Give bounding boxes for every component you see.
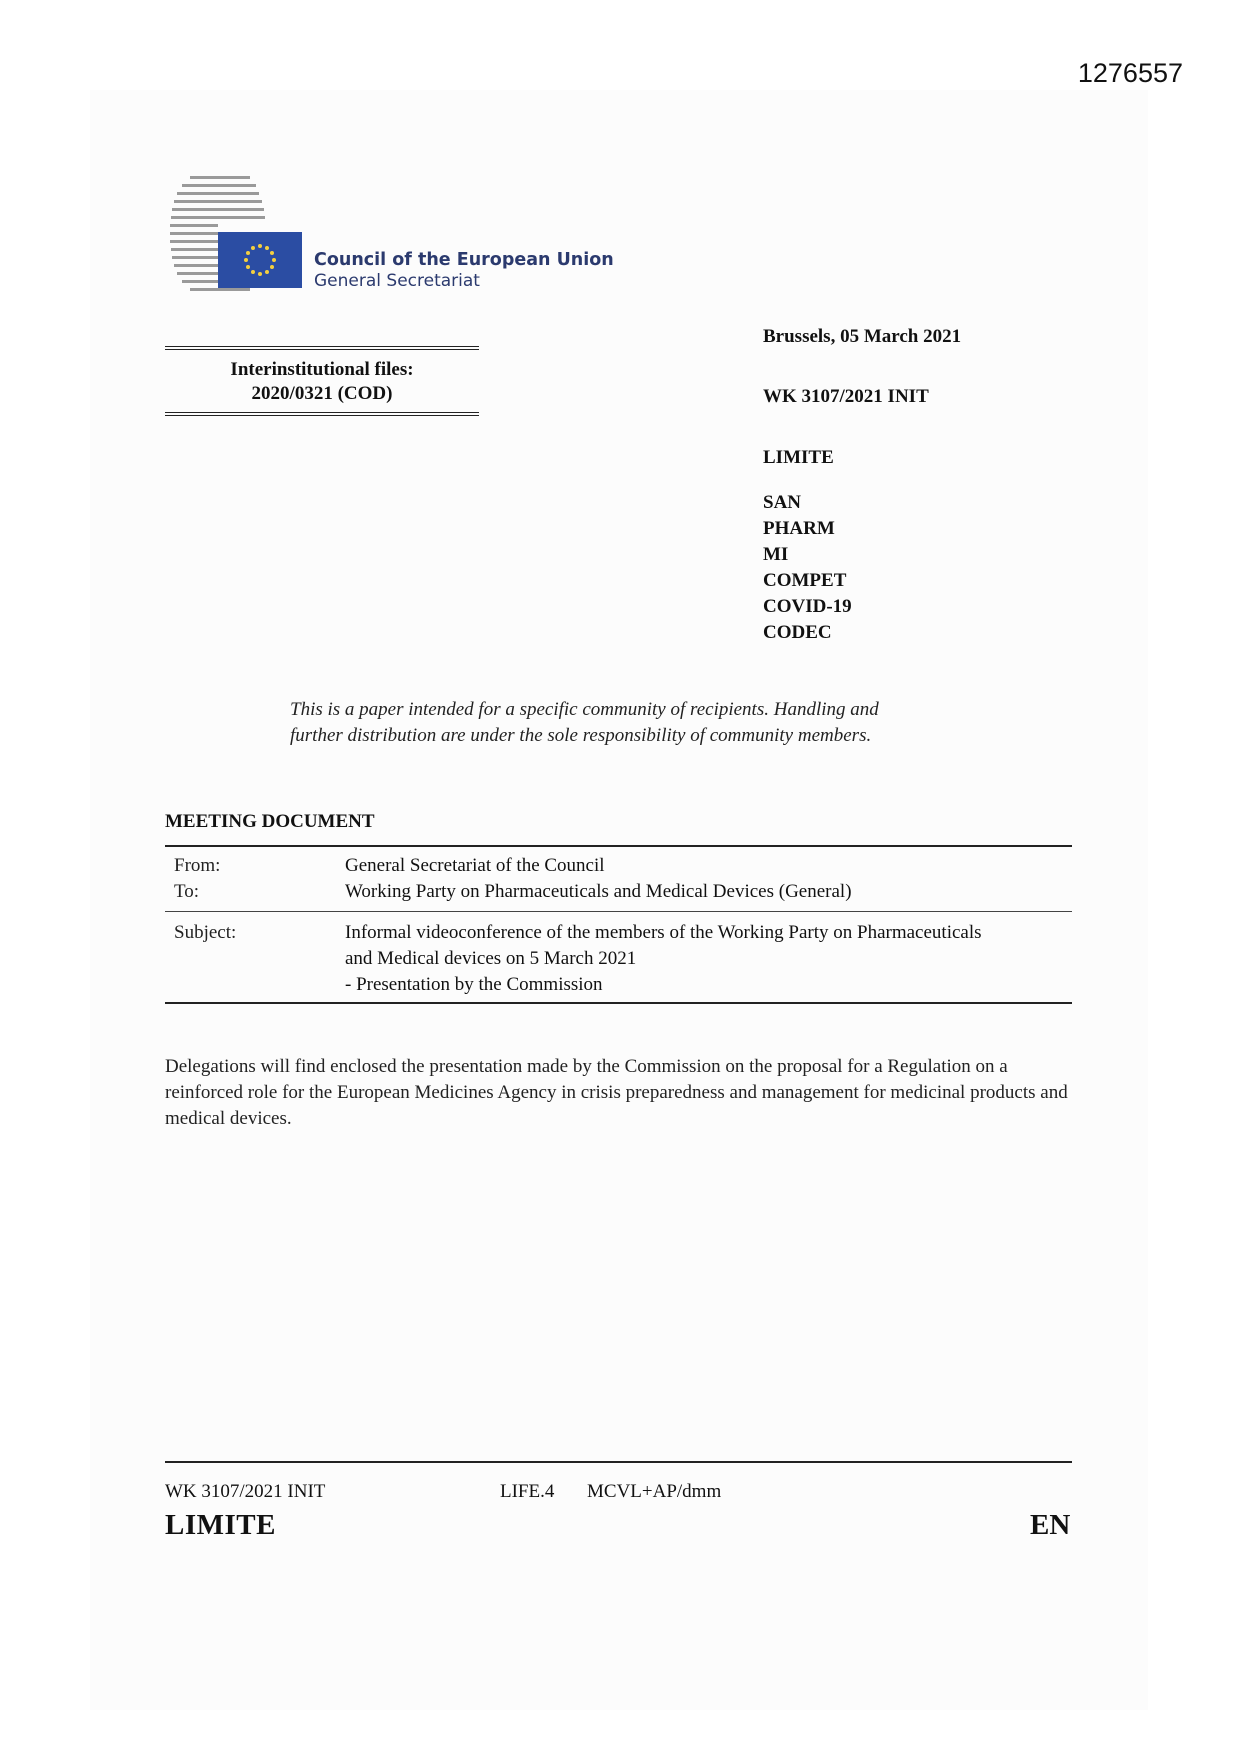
subject-code: PHARM: [763, 518, 835, 539]
document-date: Brussels, 05 March 2021: [763, 326, 962, 347]
subject-code: SAN: [763, 492, 802, 513]
from-value: General Secretariat of the Council: [345, 855, 605, 876]
subject-block: [165, 912, 1072, 1002]
org-name: Council of the European Union: [314, 250, 614, 270]
subject-code: CODEC: [763, 622, 832, 643]
disclaimer-line: This is a paper intended for a specific community of recipients. Handling and: [290, 699, 879, 720]
subject-code: MI: [763, 544, 789, 565]
distribution-disclaimer: [290, 697, 990, 749]
from-to-block: [165, 847, 1072, 912]
subject-line: Informal videoconference of the members of the Working Party on Pharmaceuticals: [345, 922, 982, 943]
document-reference: WK 3107/2021 INIT: [763, 386, 929, 407]
subject-line: and Medical devices on 5 March 2021: [345, 948, 637, 969]
from-row: [165, 853, 1072, 879]
from-label: From:: [174, 855, 221, 876]
footer-initials: MCVL+AP/dmm: [587, 1481, 722, 1502]
footer-divider: [165, 1461, 1072, 1463]
footer-reference: WK 3107/2021 INIT: [165, 1481, 326, 1502]
subject-value: [345, 920, 1072, 998]
classification-label: LIMITE: [763, 447, 834, 468]
to-row: [165, 879, 1072, 905]
subject-code: COVID-19: [763, 596, 852, 617]
eu-flag-icon: [218, 232, 302, 288]
interinstitutional-label: Interinstitutional files:: [230, 359, 414, 380]
subject-label: Subject:: [174, 922, 237, 943]
meeting-document-title: MEETING DOCUMENT: [165, 811, 375, 832]
to-value: Working Party on Pharmaceuticals and Medical Devices (General): [345, 881, 852, 902]
subject-row: [165, 920, 1072, 998]
meeting-metadata-table: [165, 845, 1072, 1004]
organization-name: [314, 250, 614, 292]
interinstitutional-files-box: [165, 346, 479, 416]
subject-codes: [763, 490, 852, 646]
org-subtitle: General Secretariat: [314, 271, 480, 291]
to-label: To:: [174, 881, 200, 902]
interinstitutional-value: 2020/0321 (COD): [251, 383, 393, 404]
council-logo: [170, 176, 620, 296]
body-paragraph: Delegations will find enclosed the presentation made by the Commission on the proposal for a Regulation on a reinforced role for the European Medicines Agency in crisis preparedness and management for medicinal products and medical devices.: [165, 1056, 1068, 1129]
subject-line: - Presentation by the Commission: [345, 974, 603, 995]
document-number: 1276557: [1077, 58, 1183, 88]
subject-code: COMPET: [763, 570, 847, 591]
footer-classification: LIMITE: [165, 1509, 276, 1541]
footer-unit: LIFE.4: [500, 1481, 555, 1502]
footer-language: EN: [1030, 1509, 1071, 1541]
disclaimer-line: further distribution are under the sole responsibility of community members.: [290, 725, 872, 746]
